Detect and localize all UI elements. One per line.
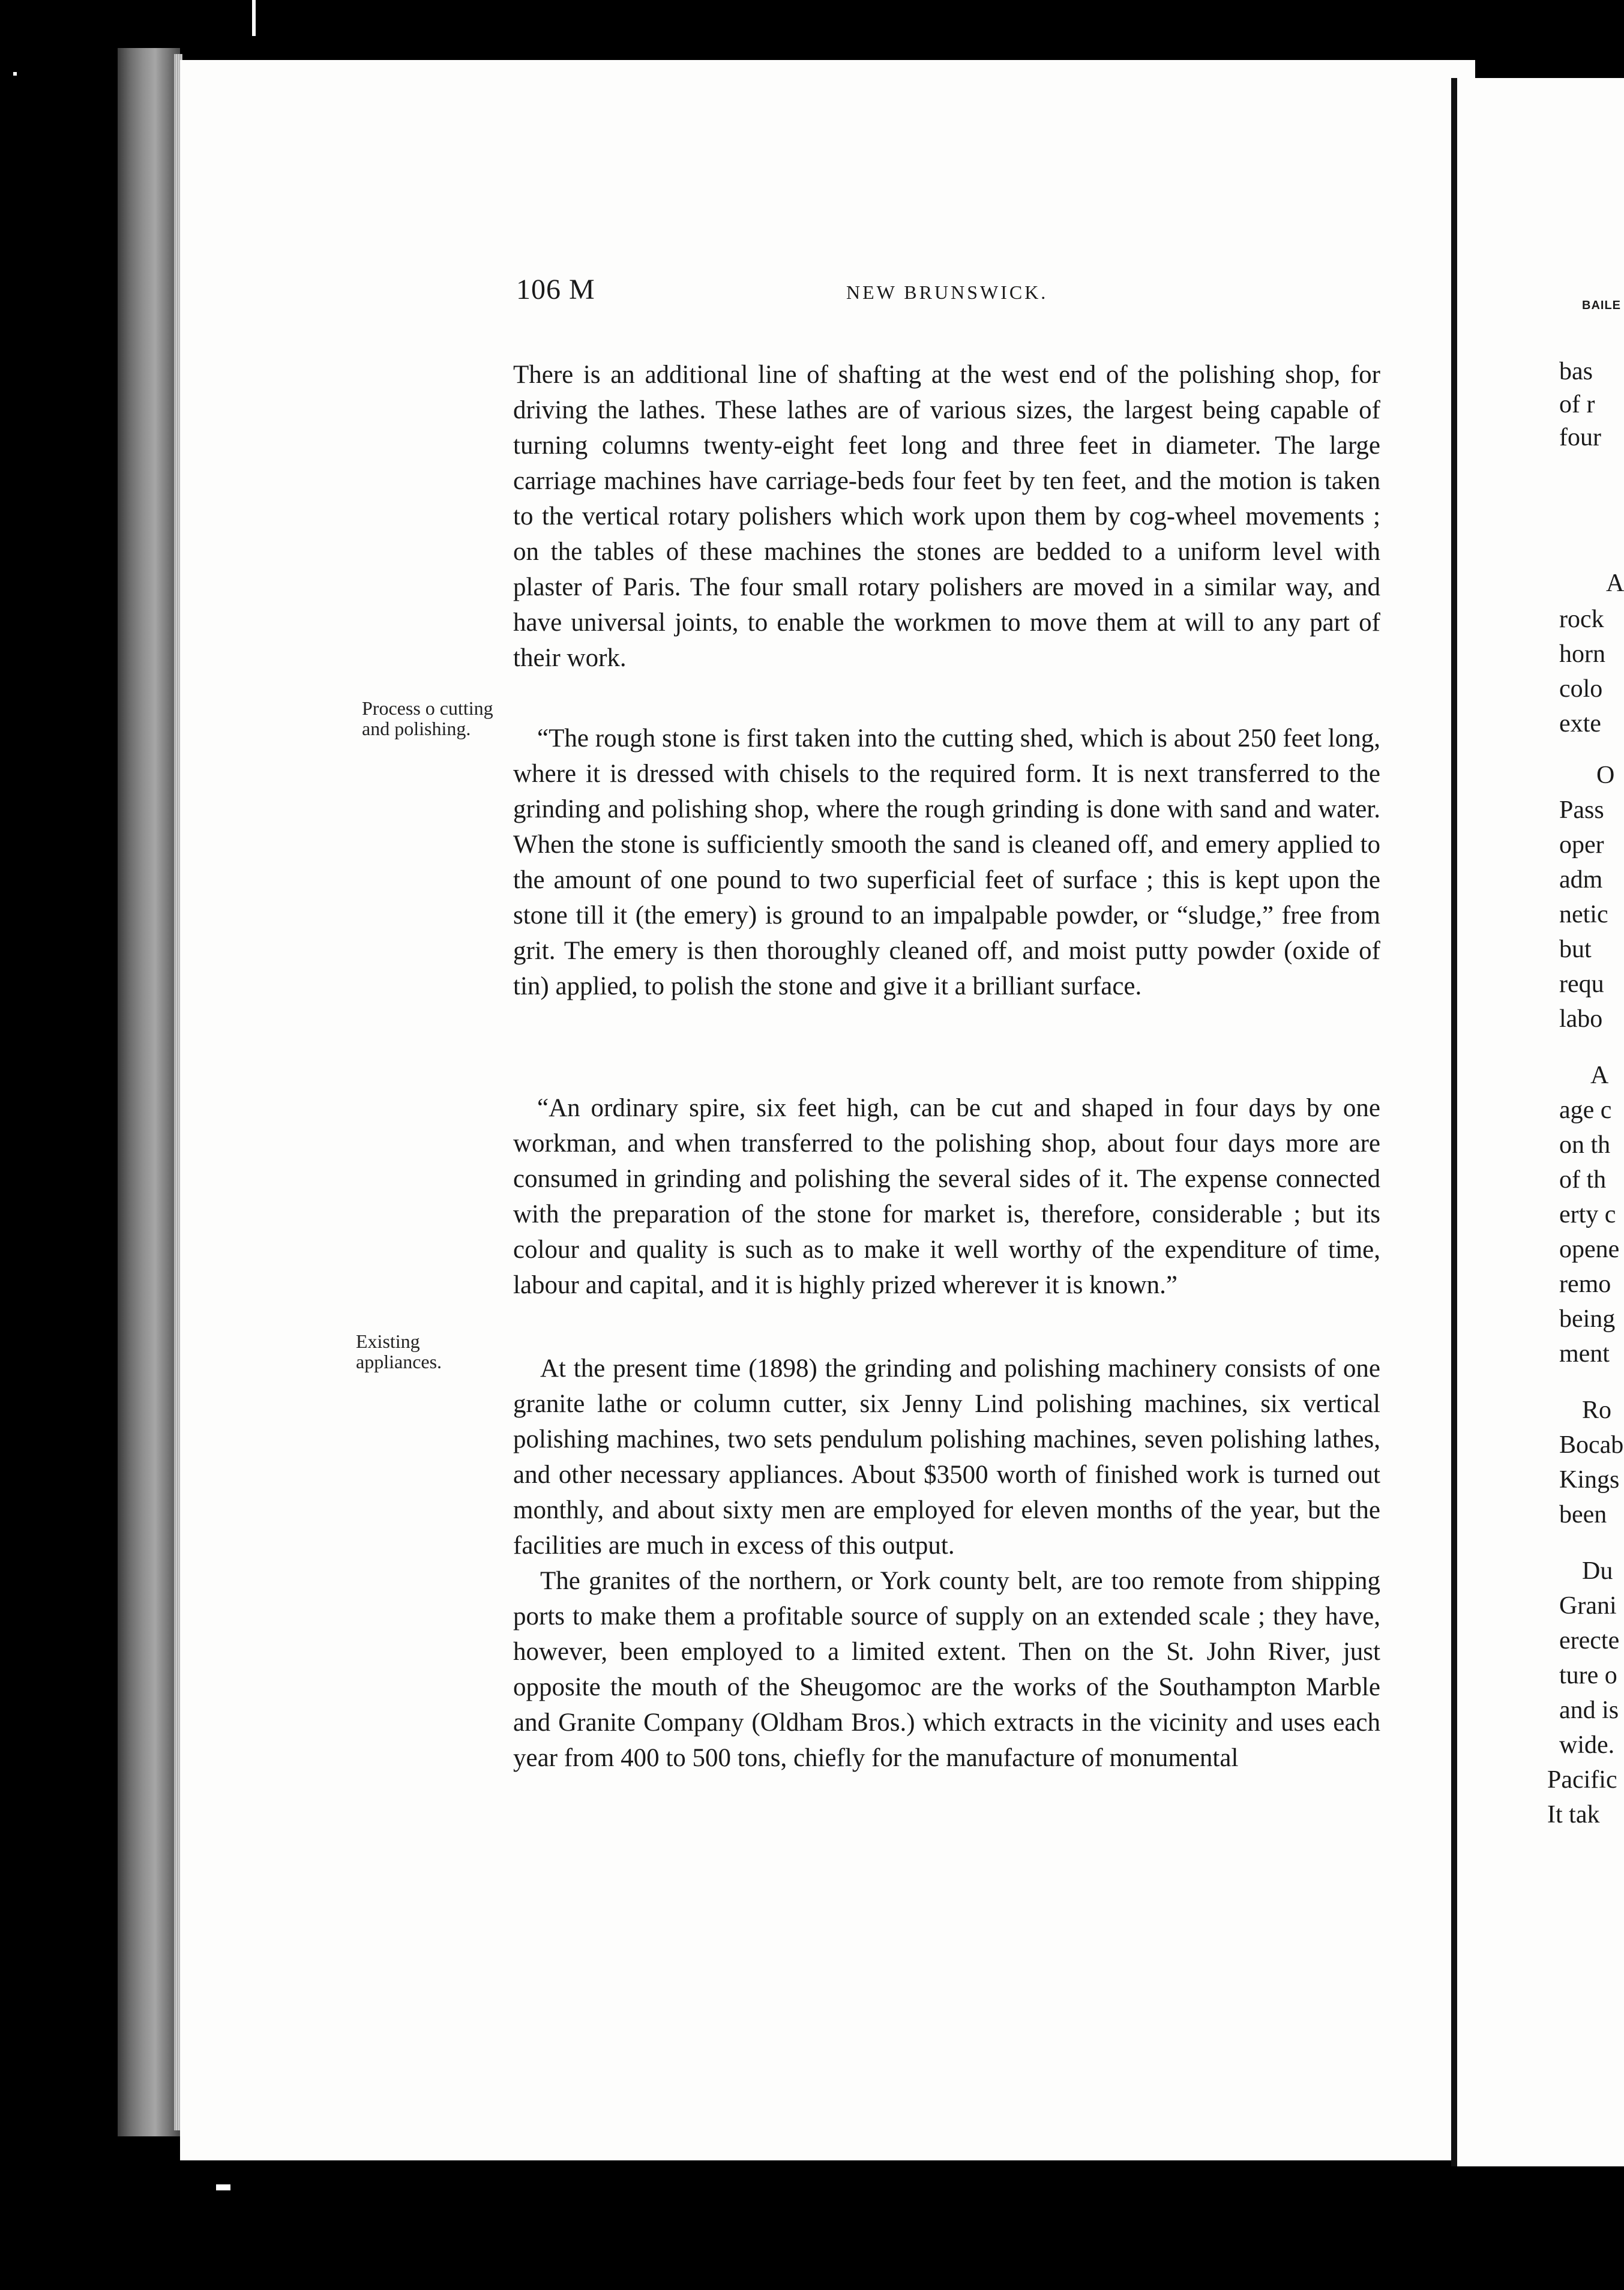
right-page-line: ture o — [1559, 1662, 1617, 1689]
running-head — [516, 273, 1380, 309]
paragraph: There is an additional line of shafting at the west end of the polishing shop, for driving the lathes. These lathes are of various sizes, the largest being capable of turning columns twenty-eight feet long and three feet in diameter. The large carriage machines have carriage-beds four feet by ten feet, and the motion is taken to the vertical rotary polishers which work upon them by cog-wheel movements ; on the tables of these machines the stones are bedded to a uniform level with plaster of Paris. The four small rotary polishers are moved in a similar way, and have universal joints, to enable the workmen to move them at will to any part of their work. — [513, 361, 1380, 672]
right-page-line: remo — [1559, 1270, 1611, 1298]
right-page-line: erecte — [1559, 1627, 1620, 1654]
right-page-line: Kings — [1559, 1466, 1620, 1494]
paragraph: The granites of the northern, or York county belt, are too remote from shipping ports to make them a profitable source of supply on an extended scale ; they have, however, been employed to a limited extent. Then on the St. John River, just opposite the mouth of the Sheugomoc are the works of the Southampton Marble and Granite Company (Oldham Bros.) which extracts in the vicinity and uses each year from 400 to 500 tons, chiefly for the manufacture of monumental — [513, 1567, 1380, 1772]
right-page-line: on th — [1559, 1131, 1611, 1159]
paragraph: At the present time (1898) the grinding and polishing machinery consists of one granite lathe or column cutter, six Jenny Lind polishing machines, six vertical polishing machines, two sets pendulum polishing machines, seven polishing lathes, and other necessary appliances. About $3500 worth of finished work is turned out monthly, and about sixty men are employed for eleven months of the year, but the facilities are much in excess of this output. — [513, 1354, 1380, 1560]
right-page-line: horn — [1559, 640, 1605, 668]
scan-speck — [216, 2184, 230, 2190]
right-page-line: It tak — [1547, 1801, 1600, 1829]
right-page-line: Pass — [1559, 796, 1604, 824]
scan-mark — [252, 0, 256, 36]
right-page-line: bas — [1559, 358, 1593, 385]
paragraph: “The rough stone is first taken into the cutting shed, which is about 250 feet long, where it is dressed with chisels to the required form. It is next transferred to the grinding and polishing shop, where the rough grinding is done with sand and water. When the stone is sufficiently smooth the sand is cleaned off, and emery applied to the amount of one pound to two superficial feet of surface ; this is kept upon the stone till it (the emery) is ground to an impalpable powder, or “sludge,” free from grit. The emery is then thoroughly cleaned off, and moist putty powder (oxide of tin) applied, to polish the stone and give it a brilliant surface. — [513, 724, 1380, 1000]
page-title: NEW BRUNSWICK. — [846, 281, 1048, 303]
right-page-line: Du — [1582, 1557, 1613, 1585]
right-page-line: age c — [1559, 1096, 1612, 1124]
right-page-line: Bocab — [1559, 1431, 1624, 1459]
right-page-line: wide. — [1559, 1731, 1615, 1759]
side-note-process: Process o cutting and polishing. — [362, 697, 493, 739]
right-page-line: Ro — [1582, 1396, 1612, 1424]
right-page-line: of r — [1559, 391, 1595, 418]
right-page-line: colo — [1559, 675, 1603, 703]
right-page-line: exte — [1559, 710, 1601, 738]
right-page-line: of th — [1559, 1166, 1607, 1194]
right-page-line: oper — [1559, 831, 1604, 859]
right-page-line: Grani — [1559, 1592, 1617, 1620]
right-page-line: four — [1559, 424, 1601, 451]
right-page-line: been — [1559, 1501, 1607, 1528]
right-page-line: but — [1559, 936, 1592, 963]
right-page-line: Pacific — [1547, 1766, 1617, 1794]
right-page-line: adm — [1559, 866, 1603, 894]
right-page-line: and is — [1559, 1696, 1619, 1724]
right-page-header: BAILE — [1582, 299, 1621, 312]
right-page-line: erty c — [1559, 1201, 1616, 1228]
paragraph: “An ordinary spire, six feet high, can be cut and shaped in four days by one workman, and when transferred to the polishing shop, about four days more are consumed in grinding and polishing the several sides of it. The expense connected with the preparation of the stone for market is, therefore, considerable ; but its colour and quality is such as to make it well worthy of the expenditure of time, labour and capital, and it is highly prized wherever it is known.” — [513, 1094, 1380, 1299]
right-page-line: netic — [1559, 901, 1608, 928]
right-page-line: opene — [1559, 1236, 1620, 1263]
right-page-line: being — [1559, 1305, 1616, 1333]
page-number: 106 M — [516, 274, 595, 305]
right-page-line: ment — [1559, 1340, 1610, 1368]
right-page-line: requ — [1559, 970, 1604, 998]
right-page-line: A — [1606, 569, 1624, 597]
right-page-line: rock — [1559, 606, 1604, 633]
scan-speck — [13, 72, 17, 76]
right-page-line: O — [1596, 762, 1615, 789]
right-page-line: A — [1590, 1062, 1609, 1089]
side-note-appliances: Existing appliances. — [356, 1330, 442, 1372]
right-page-line: labo — [1559, 1005, 1603, 1033]
book-spine — [118, 48, 180, 2136]
